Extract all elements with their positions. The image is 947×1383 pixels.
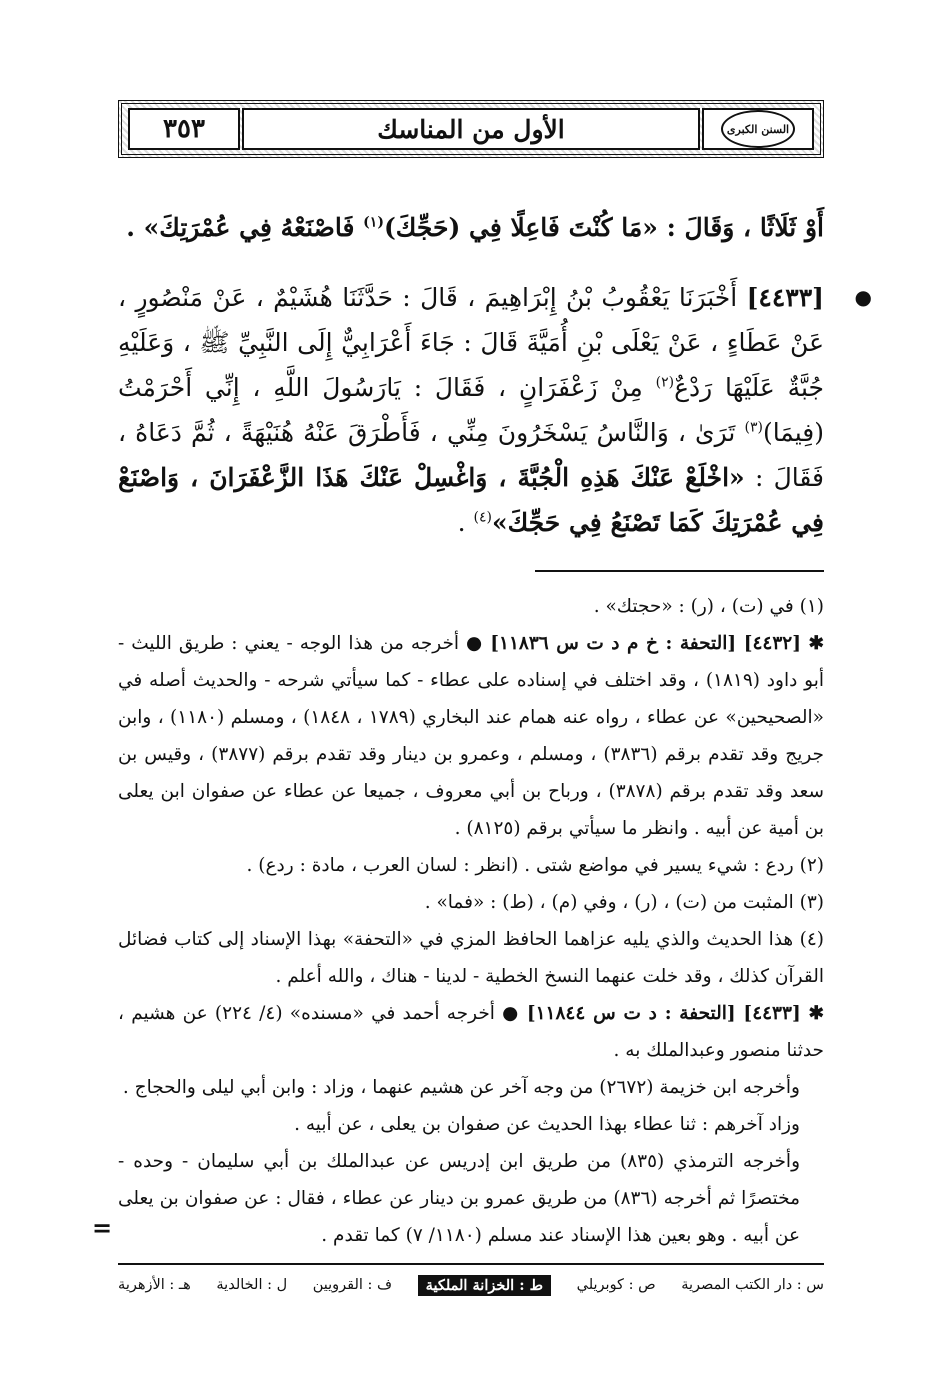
page-header xyxy=(118,100,824,158)
footnote-4: (٤) هذا الحديث والذي يليه عزاهما الحافظ المزي في «التحفة» بهذا الإسناد إلى كتاب فضائل القرآن كذلك ، وقد خلت عنهما النسخ الخطية - لدينا - هناك ، والله أعلم . xyxy=(118,929,824,987)
line1-text: أَوْ ثَلَاثًا ، وَقَالَ : «مَا كُنْتَ فَاعِلًا فِي (حَجِّكَ) xyxy=(383,213,824,242)
legend-separator xyxy=(118,1263,824,1265)
takhrij-para-2: وزاد آخرهم : ثنا عطاء بهذا الحديث عن صفوان بن يعلى ، عن أبيه . xyxy=(294,1114,800,1135)
footnote-ref-4: (٤) xyxy=(473,509,492,526)
takhrij-4433-head: [٤٤٣٣] [التحفة : د ت س ١١٨٤٤] xyxy=(526,1003,801,1024)
continuation-mark: = xyxy=(92,1213,113,1242)
main-line-1 xyxy=(118,205,824,250)
header-logo-box xyxy=(702,108,814,150)
legend-t: ط : الخزانة الملكية xyxy=(418,1275,551,1296)
legend-l: ل : الخالدية xyxy=(216,1277,288,1293)
legend-s: س : دار الكتب المصرية xyxy=(681,1277,824,1293)
legend-f: ف : القرويين xyxy=(312,1277,393,1293)
footnote-3: (٣) المثبت من (ت) ، (ر) ، وفي (م) ، (ط) : «فما» . xyxy=(424,892,824,913)
header-page-box xyxy=(128,108,240,150)
bullet-icon: ● xyxy=(854,285,872,309)
footnote-separator xyxy=(535,570,824,572)
takhrij-4432-text: أخرجه من هذا الوجه - يعني : طريق الليث - أبو داود (١٨١٩) ، وقد اختلف في إسناده على عطاء - كما سيأتي شرحه - والحديث أصله في «الصحيحين» عن عطاء ، رواه عنه همام عند البخاري (١٧٨٩ ، ١٨٤٨) ، ومسلم (١١٨٠) ، وابن جريج وقد تقدم برقم (٣٨٣٦) ، ومسلم ، وعمرو بن دينار وقد تقدم برقم (٣٨٧٧) ، وقيس بن سعد وقد تقدم برقم (٣٨٧٨) ، ورباح بن أبي معروف ، جميعا عن عطاء عن صفوان ابن يعلى بن أمية عن أبيه . وانظر ما سيأتي برقم (٨١٢٥) . xyxy=(118,633,824,839)
footnote-ref-2: (٢) xyxy=(655,374,675,391)
dot-icon: ● xyxy=(459,633,484,654)
page-number: ٣٥٣ xyxy=(163,114,205,144)
chapter-title: الأول من المناسك xyxy=(377,114,565,144)
hadith-text-c: تَرَىٰ ، وَالنَّاسُ يَسْخَرُونَ مِنِّي ، فَأَطْرَقَ عَنْهُ هُنَيْهَةً ، ثُمَّ دَعَاهُ ، فَقَالَ : xyxy=(118,418,825,492)
takhrij-4432-head: [٤٤٣٢] [التحفة : خ م د ت س ١١٨٣٦] xyxy=(490,633,801,654)
footnote-ref-3: (٣) xyxy=(744,419,763,436)
takhrij-para-3: وأخرجه الترمذي (٨٣٥) من طريق ابن إدريس عن عبدالملك بن أبي سليمان - وحده - مختصرًا ثم أخرجه (٨٣٦) من طريق عمرو بن دينار عن عطاء ، فقال : عن صفوان بن يعلى عن أبيه . وهو بعين هذا الإسناد عند مسلم (١١٨٠/ ٧) كما تقدم . xyxy=(118,1151,801,1246)
footnotes xyxy=(118,588,824,1254)
dot-icon: ● xyxy=(494,1003,520,1024)
star-icon: ✱ xyxy=(800,1003,824,1024)
line1-end: فَاصْنَعْهُ فِي عُمْرَتِكَ» . xyxy=(126,213,355,242)
legend-sad: ص : كوبريلي xyxy=(576,1277,656,1293)
takhrij-4433 xyxy=(118,995,824,1069)
takhrij-para-1: وأخرجه ابن خزيمة (٢٦٧٢) من وجه آخر عن هشيم عنهما ، وزاد : وابن أبي ليلى والحجاج . xyxy=(122,1077,800,1098)
takhrij-4432 xyxy=(118,625,824,847)
takhrij-4433-text: أخرجه أحمد في «مسنده» (٤/ ٢٢٤) عن هشيم ، حدثنا منصور وعبدالملك به . xyxy=(118,1003,824,1061)
manuscript-legend xyxy=(118,1268,824,1302)
hadith-end: . xyxy=(457,508,474,537)
star-icon: ✱ xyxy=(800,633,824,654)
book-logo: السنن الكبرى xyxy=(721,110,795,148)
hadith-text-a: أَخْبَرَنَا يَعْقُوبُ بْنُ إِبْرَاهِيمَ ، قَالَ : حَدَّثَنَا هُشَيْمٌ ، عَنْ مَنْصُورٍ ، عَنْ عَطَاءٍ ، عَنْ يَعْلَى بْنِ أُمَيَّةَ قَالَ : جَاءَ أَعْرَابِيٌّ إِلَى النَّبِيِّ ﷺ ، وَعَلَيْهِ جُبَّةٌ عَلَيْهَا رَدْعٌ xyxy=(118,283,825,402)
header-title-box xyxy=(242,108,700,150)
footnote-1: (١) في (ت) ، (ر) : «حجتك» . xyxy=(593,596,824,617)
hadith-4433 xyxy=(118,275,872,545)
footnote-2: (٢) ردع : شيء يسير في مواضع شتى . (انظر : لسان العرب ، مادة : ردع) . xyxy=(246,855,824,876)
footnote-ref-1: (١) xyxy=(363,214,384,231)
hadith-text-b: مِنْ زَعْفَرَانٍ ، فَقَالَ : يَارَسُولَ اللَّهِ ، إِنِّي أَحْرَمْتُ (فِيمَا) xyxy=(118,373,825,447)
legend-h: هـ : الأزهرية xyxy=(118,1277,191,1293)
hadith-number: [٤٤٣٣] xyxy=(746,283,824,312)
hadith-quote: «اخْلَعْ عَنْكَ هَذِهِ الْجُبَّةَ ، وَاغْسِلْ عَنْكَ هَذَا الزَّعْفَرَانَ ، وَاصْنَعْ فِي عُمْرَتِكَ كَمَا تَصْنَعُ فِي حَجِّكَ» xyxy=(118,463,824,537)
